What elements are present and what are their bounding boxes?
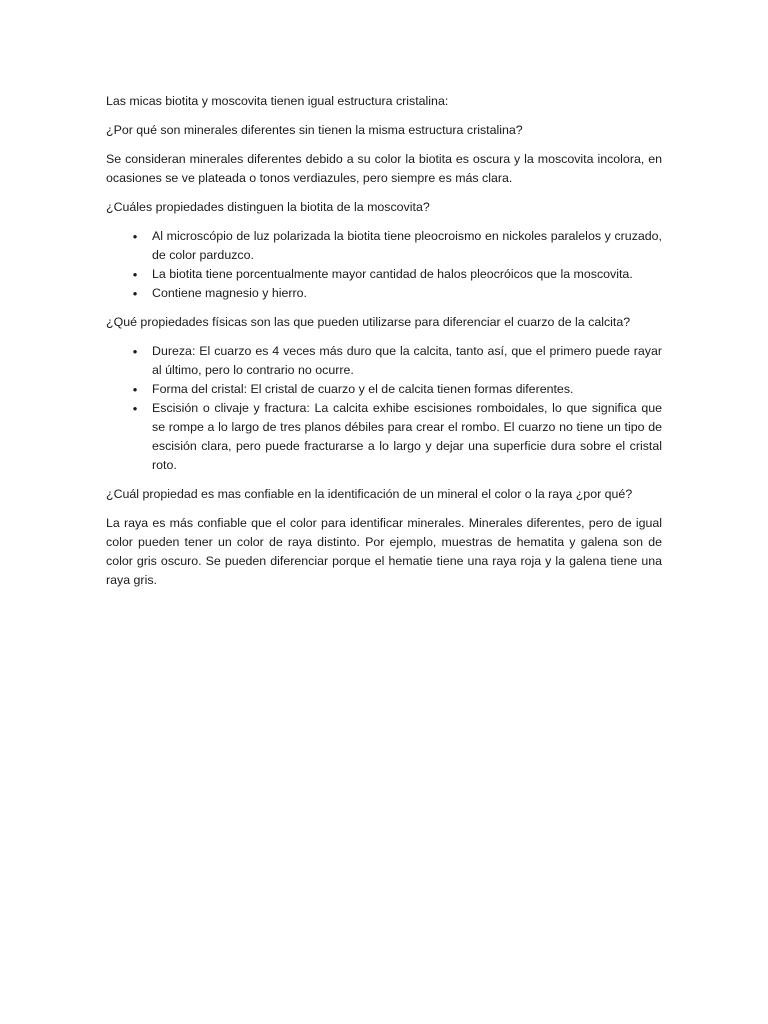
bullet-list-cuarzo-calcita [106,342,662,475]
list-item-text: Escisión o clivaje y fractura: La calcita exhibe escisiones romboidales, lo que significa que se rompe a lo largo de tres planos débiles para crear el rombo. El cuarzo no tiene un tipo de escisión clara, pero puede fracturarse a lo largo y dejar una superficie dura sobre el cristal roto. [152,401,662,472]
list-item [106,284,662,303]
list-item-text: Dureza: El cuarzo es 4 veces más duro que la calcita, tanto así, que el primero puede rayar al último, pero lo contrario no ocurre. [152,344,662,377]
question-4: ¿Cuál propiedad es mas confiable en la identificación de un mineral el color o la raya ¿por qué? [106,487,633,501]
list-item-text: Contiene magnesio y hierro. [152,286,307,300]
answer-4: La raya es más confiable que el color para identificar minerales. Minerales diferentes, pero de igual color pueden tener un color de raya distinto. Por ejemplo, muestras de hematita y galena son de color gris oscuro. Se pueden diferenciar porque el hematie tiene una raya roja y la galena tiene una raya gris. [106,516,662,587]
intro-paragraph: Las micas biotita y moscovita tienen igual estructura cristalina: [106,94,449,108]
list-item [106,227,662,265]
bullet-icon: • [132,286,138,301]
list-item [106,265,662,284]
bullet-list-biotita [106,227,662,303]
question-2: ¿Cuáles propiedades distinguen la biotita de la moscovita? [106,200,430,214]
list-item-text: La biotita tiene porcentualmente mayor cantidad de halos pleocróicos que la moscovita. [152,267,633,281]
document-page [106,92,662,600]
bullet-icon: • [132,344,138,359]
answer-1: Se consideran minerales diferentes debido a su color la biotita es oscura y la moscovita incolora, en ocasiones se ve plateada o tonos verdiazules, pero siempre es más clara. [106,152,662,185]
list-item [106,399,662,475]
question-1: ¿Por qué son minerales diferentes sin tienen la misma estructura cristalina? [106,123,523,137]
question-3: ¿Qué propiedades físicas son las que pueden utilizarse para diferenciar el cuarzo de la calcita? [106,315,631,329]
list-item [106,342,662,380]
bullet-icon: • [132,382,138,397]
list-item-text: Al microscópio de luz polarizada la biotita tiene pleocroismo en nickoles paralelos y cruzado, de color parduzco. [152,229,662,262]
bullet-icon: • [132,401,138,416]
bullet-icon: • [132,267,138,282]
list-item-text: Forma del cristal: El cristal de cuarzo y el de calcita tienen formas diferentes. [152,382,574,396]
list-item [106,380,662,399]
bullet-icon: • [132,229,138,244]
